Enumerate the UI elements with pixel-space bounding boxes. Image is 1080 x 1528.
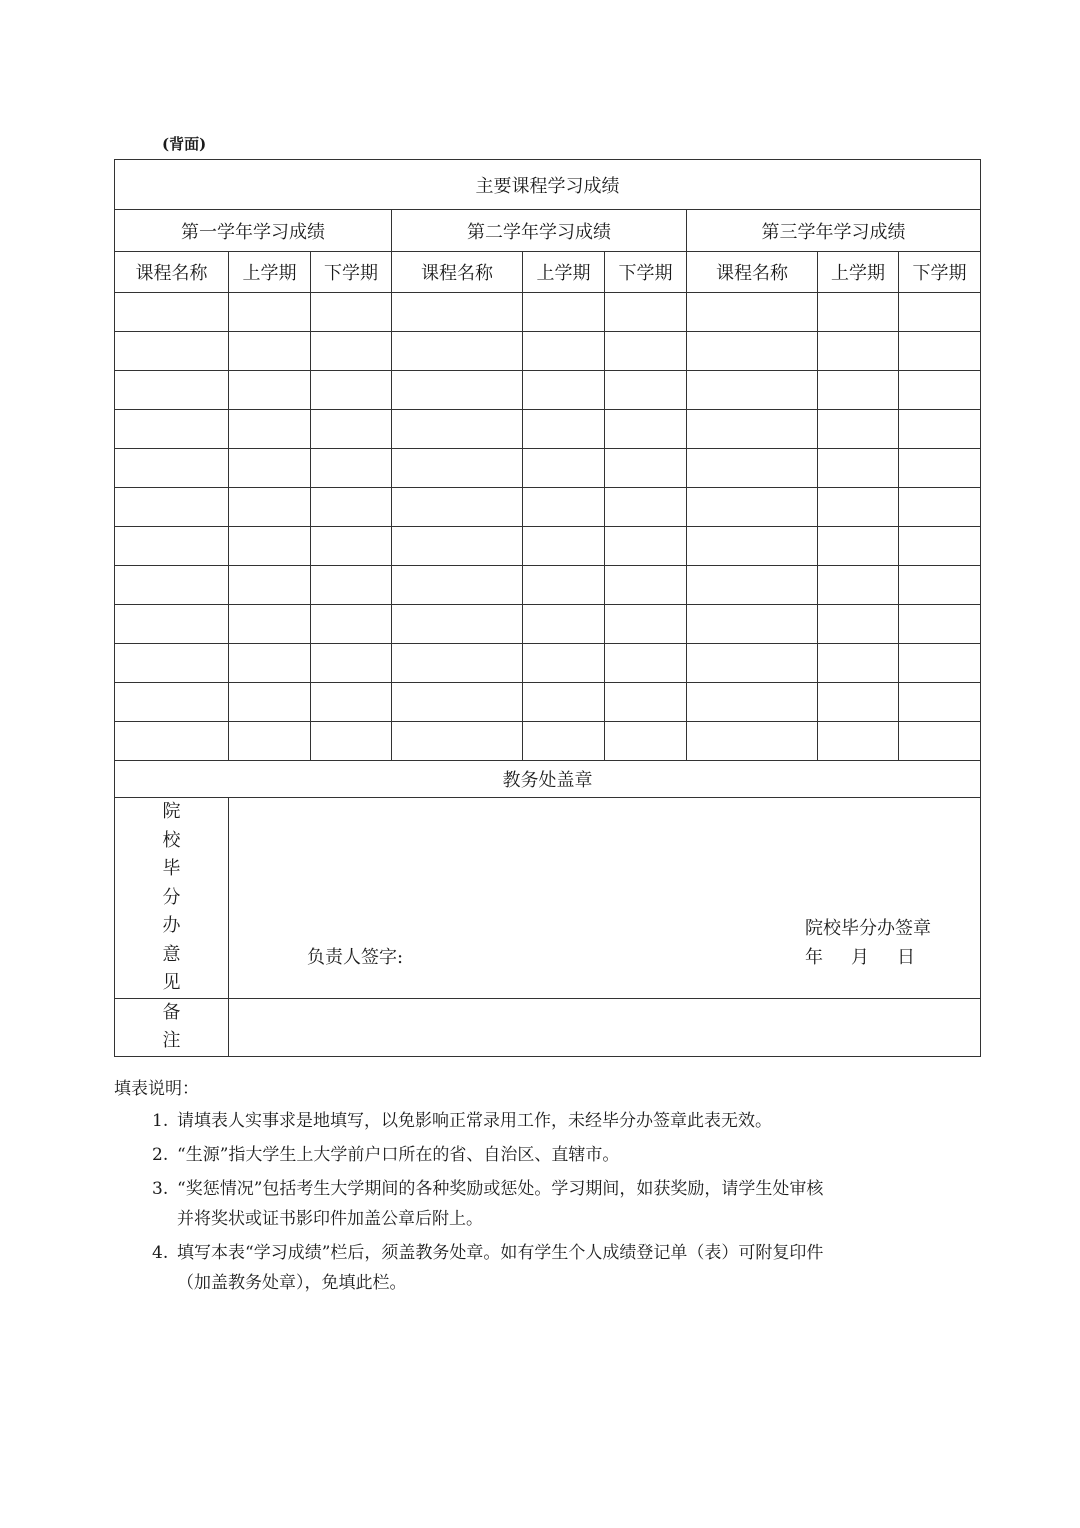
instructions-title: 填表说明： <box>114 1079 199 1099</box>
grade-cell[interactable] <box>899 293 981 332</box>
instruction-number: 3. <box>152 1179 169 1199</box>
grade-cell[interactable] <box>605 527 687 566</box>
second-term-header: 下学期 <box>311 252 392 293</box>
second-term-header: 下学期 <box>605 252 687 293</box>
grade-cell[interactable] <box>523 566 605 605</box>
grade-cell[interactable] <box>115 332 229 371</box>
grade-cell[interactable] <box>392 488 523 527</box>
grade-cell[interactable] <box>687 410 818 449</box>
table-row <box>115 488 981 527</box>
grade-cell[interactable] <box>229 410 311 449</box>
year-1-header: 第一学年学习成绩 <box>115 210 392 252</box>
grade-cell[interactable] <box>687 644 818 683</box>
grade-cell[interactable] <box>818 332 899 371</box>
instruction-line: 填写本表“学习成绩”栏后，须盖教务处章。如有学生个人成绩登记单（表）可附复印件 <box>177 1243 824 1263</box>
grade-cell[interactable] <box>115 527 229 566</box>
signer-label: 负责人签字: <box>307 947 404 968</box>
table-row <box>115 371 981 410</box>
grade-cell[interactable] <box>115 605 229 644</box>
instruction-number: 4. <box>152 1243 169 1263</box>
grade-cell[interactable] <box>605 449 687 488</box>
opinion-label-char: 分 <box>162 886 181 908</box>
grade-cell[interactable] <box>899 449 981 488</box>
instruction-item <box>114 1106 980 1136</box>
graduation-office-seal <box>805 914 931 972</box>
grade-cell[interactable] <box>818 722 899 761</box>
grade-cell[interactable] <box>523 527 605 566</box>
grade-cell[interactable] <box>605 605 687 644</box>
grade-cell[interactable] <box>605 722 687 761</box>
grade-cell[interactable] <box>899 683 981 722</box>
remark-label <box>115 998 229 1056</box>
grade-cell[interactable] <box>311 605 392 644</box>
grade-cell[interactable] <box>899 410 981 449</box>
table-row <box>115 644 981 683</box>
date-line <box>805 943 931 972</box>
instructions <box>114 1074 980 1302</box>
opinion-label <box>115 798 229 999</box>
instruction-item <box>114 1140 980 1170</box>
first-term-header: 上学期 <box>523 252 605 293</box>
grade-cell[interactable] <box>115 644 229 683</box>
instructions-list <box>114 1106 980 1298</box>
grade-cell[interactable] <box>605 293 687 332</box>
grade-cell[interactable] <box>605 566 687 605</box>
second-term-header: 下学期 <box>899 252 981 293</box>
remark-label-char: 注 <box>162 1030 181 1051</box>
grade-cell[interactable] <box>818 488 899 527</box>
grade-cell[interactable] <box>392 722 523 761</box>
grade-cell[interactable] <box>818 410 899 449</box>
grade-cell[interactable] <box>523 644 605 683</box>
opinion-label-char: 院 <box>162 801 181 822</box>
grade-cell[interactable] <box>523 332 605 371</box>
table-row <box>115 605 981 644</box>
opinion-label-char: 意 <box>162 943 181 965</box>
opinion-label-char: 毕 <box>162 858 181 879</box>
grade-cell[interactable] <box>899 605 981 644</box>
grade-cell[interactable] <box>311 683 392 722</box>
grade-cell[interactable] <box>311 722 392 761</box>
grade-cell[interactable] <box>523 488 605 527</box>
grade-cell[interactable] <box>899 722 981 761</box>
grade-cell[interactable] <box>115 293 229 332</box>
grade-cell[interactable] <box>311 371 392 410</box>
year-2-header: 第二学年学习成绩 <box>392 210 687 252</box>
grade-cell[interactable] <box>818 683 899 722</box>
grade-cell[interactable] <box>311 293 392 332</box>
grade-cell[interactable] <box>229 371 311 410</box>
first-term-header: 上学期 <box>229 252 311 293</box>
grade-cell[interactable] <box>687 332 818 371</box>
instruction-line: “奖惩情况”包括考生大学期间的各种奖励或惩处。学习期间，如获奖励，请学生处审核 <box>177 1179 824 1199</box>
date-day: 日 <box>897 947 915 968</box>
academic-office-seal: 教务处盖章 <box>115 761 981 798</box>
remark-label-char: 备 <box>162 1001 181 1023</box>
grade-cell[interactable] <box>229 605 311 644</box>
grade-cell[interactable] <box>605 410 687 449</box>
grade-cell[interactable] <box>818 527 899 566</box>
grade-cell[interactable] <box>523 410 605 449</box>
date-year: 年 <box>805 947 823 968</box>
date-month: 月 <box>851 947 869 968</box>
grade-cell[interactable] <box>229 722 311 761</box>
grade-cell[interactable] <box>899 332 981 371</box>
grade-cell[interactable] <box>687 683 818 722</box>
grade-cell[interactable] <box>687 527 818 566</box>
grade-cell[interactable] <box>899 488 981 527</box>
grade-cell[interactable] <box>687 605 818 644</box>
grade-cell[interactable] <box>229 332 311 371</box>
grade-cell[interactable] <box>687 449 818 488</box>
table-title: 主要课程学习成绩 <box>115 160 981 210</box>
grade-cell[interactable] <box>687 722 818 761</box>
grade-cell[interactable] <box>523 293 605 332</box>
grade-cell[interactable] <box>687 293 818 332</box>
grade-cell[interactable] <box>818 566 899 605</box>
grade-cell[interactable] <box>229 566 311 605</box>
table-row <box>115 293 981 332</box>
grade-cell[interactable] <box>229 488 311 527</box>
grade-cell[interactable] <box>229 683 311 722</box>
grade-cell[interactable] <box>392 449 523 488</box>
grade-cell[interactable] <box>818 371 899 410</box>
instruction-number: 2. <box>152 1145 169 1165</box>
instruction-number: 1. <box>152 1111 169 1131</box>
grade-cell[interactable] <box>115 488 229 527</box>
table-row <box>115 410 981 449</box>
grade-cell[interactable] <box>311 644 392 683</box>
grade-cell[interactable] <box>392 293 523 332</box>
grade-cell[interactable] <box>818 449 899 488</box>
course-name-header: 课程名称 <box>115 252 229 293</box>
grade-cell[interactable] <box>687 488 818 527</box>
grade-cell[interactable] <box>392 371 523 410</box>
opinion-label-char: 校 <box>162 829 181 851</box>
grade-cell[interactable] <box>115 449 229 488</box>
grade-cell[interactable] <box>229 449 311 488</box>
grade-cell[interactable] <box>605 332 687 371</box>
grade-cell[interactable] <box>818 605 899 644</box>
grade-cell[interactable] <box>818 293 899 332</box>
grade-cell[interactable] <box>687 566 818 605</box>
grade-cell[interactable] <box>392 332 523 371</box>
instruction-line: 并将奖状或证书影印件加盖公章后附上。 <box>177 1209 483 1229</box>
grade-cell[interactable] <box>899 566 981 605</box>
grade-cell[interactable] <box>311 527 392 566</box>
grade-cell[interactable] <box>311 410 392 449</box>
grade-cell[interactable] <box>818 644 899 683</box>
table-row <box>115 332 981 371</box>
grade-cell[interactable] <box>523 449 605 488</box>
grade-cell[interactable] <box>392 410 523 449</box>
side-label: (背面) <box>162 135 207 153</box>
opinion-field[interactable] <box>229 798 981 999</box>
grade-cell[interactable] <box>229 644 311 683</box>
grade-cell[interactable] <box>605 644 687 683</box>
grade-cell[interactable] <box>523 371 605 410</box>
grade-cell[interactable] <box>115 410 229 449</box>
opinion-label-char: 见 <box>162 972 181 993</box>
grade-cell[interactable] <box>311 332 392 371</box>
grade-cell[interactable] <box>311 566 392 605</box>
grade-cell[interactable] <box>392 566 523 605</box>
opinion-label-char: 办 <box>162 915 181 936</box>
grade-cell[interactable] <box>605 371 687 410</box>
grade-cell[interactable] <box>392 527 523 566</box>
instruction-line: （加盖教务处章），免填此栏。 <box>177 1273 407 1293</box>
course-name-header: 课程名称 <box>687 252 818 293</box>
grades-table <box>114 159 981 1057</box>
course-name-header: 课程名称 <box>392 252 523 293</box>
grade-cell[interactable] <box>115 722 229 761</box>
grade-cell[interactable] <box>392 605 523 644</box>
grade-cell[interactable] <box>115 566 229 605</box>
office-seal-label: 院校毕分办签章 <box>805 918 931 939</box>
grade-cell[interactable] <box>605 488 687 527</box>
instruction-line: 请填表人实事求是地填写，以免影响正常录用工作，未经毕分办签章此表无效。 <box>177 1111 772 1131</box>
table-row <box>115 722 981 761</box>
instruction-line: “生源”指大学生上大学前户口所在的省、自治区、直辖市。 <box>177 1145 620 1165</box>
grade-cell[interactable] <box>115 371 229 410</box>
grade-cell[interactable] <box>899 527 981 566</box>
grade-cell[interactable] <box>687 371 818 410</box>
table-row <box>115 449 981 488</box>
table-row <box>115 566 981 605</box>
instruction-item <box>114 1174 980 1234</box>
grade-cell[interactable] <box>392 644 523 683</box>
table-row <box>115 683 981 722</box>
grade-cell[interactable] <box>899 371 981 410</box>
first-term-header: 上学期 <box>818 252 899 293</box>
grade-cell[interactable] <box>229 293 311 332</box>
table-row <box>115 527 981 566</box>
grade-cell[interactable] <box>899 644 981 683</box>
grade-cell[interactable] <box>523 722 605 761</box>
grade-cell[interactable] <box>523 605 605 644</box>
grade-cell[interactable] <box>115 683 229 722</box>
grade-cell[interactable] <box>229 527 311 566</box>
instruction-item <box>114 1238 980 1298</box>
grade-cell[interactable] <box>311 488 392 527</box>
remark-field[interactable] <box>229 998 981 1056</box>
grade-cell[interactable] <box>605 683 687 722</box>
grade-cell[interactable] <box>523 683 605 722</box>
year-3-header: 第三学年学习成绩 <box>687 210 981 252</box>
grade-cell[interactable] <box>392 683 523 722</box>
grade-cell[interactable] <box>311 449 392 488</box>
